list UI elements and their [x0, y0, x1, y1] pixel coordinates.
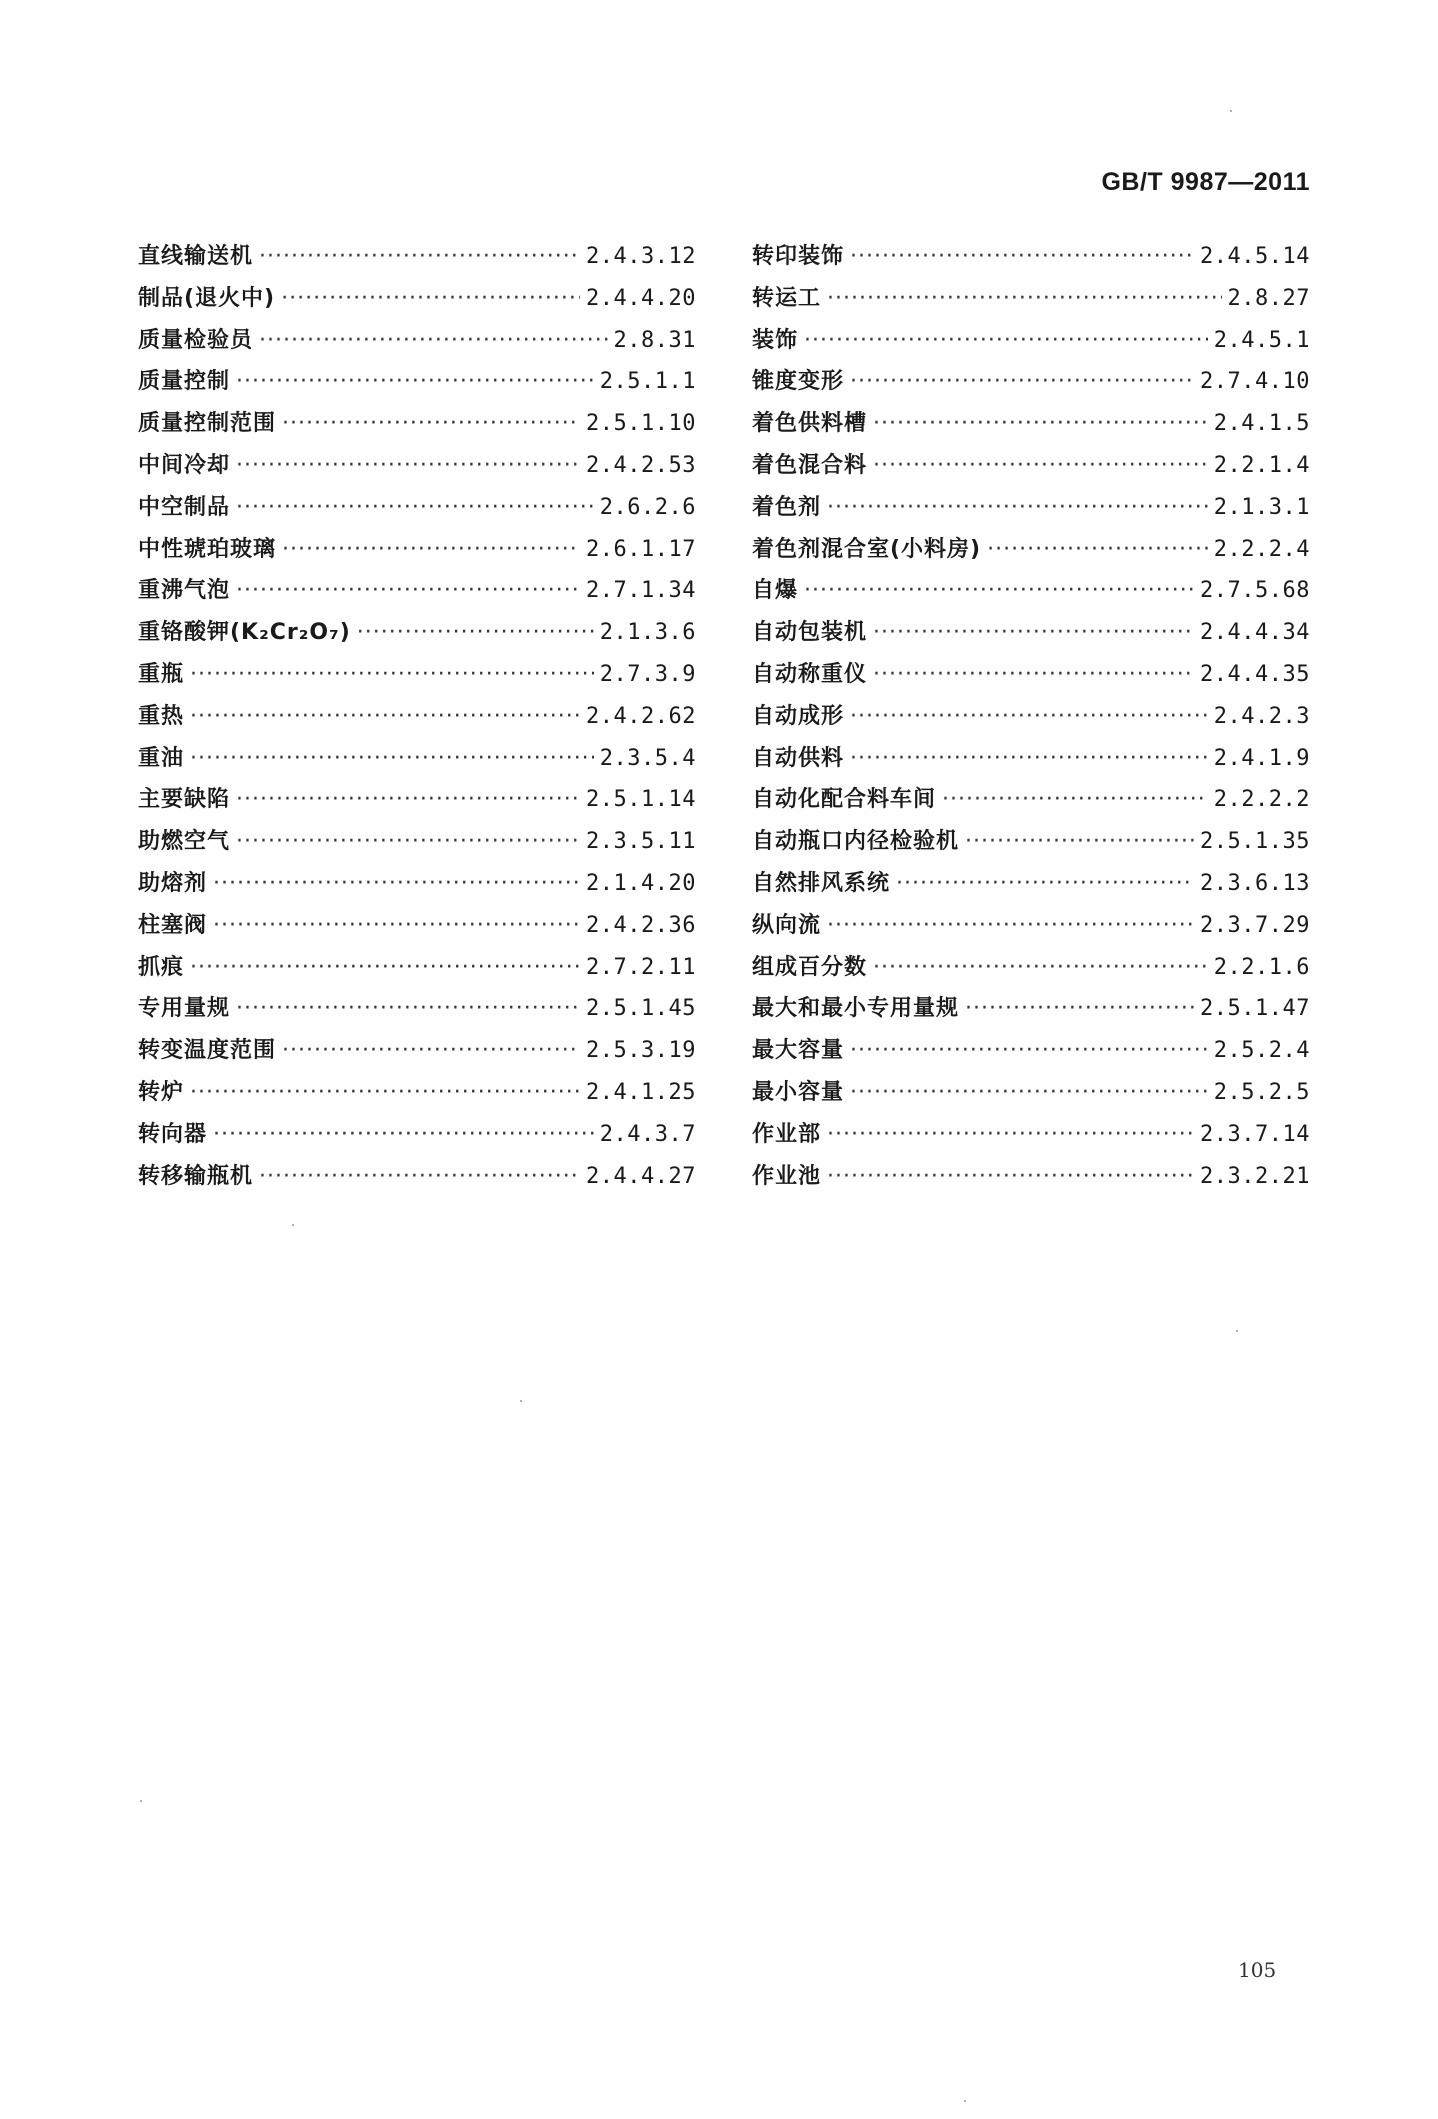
entry-ref: 2.2.1.4 — [1213, 452, 1310, 478]
entry-ref: 2.2.1.6 — [1213, 954, 1310, 980]
index-entry — [138, 1114, 696, 1156]
dot-leader — [965, 821, 1194, 863]
entry-term: 着色剂混合室(小料房) — [752, 536, 982, 562]
entry-term: 重油 — [138, 745, 185, 771]
index-entry — [138, 779, 696, 821]
entry-term: 作业部 — [752, 1121, 822, 1147]
entry-term: 自爆 — [752, 578, 799, 604]
scan-speck — [140, 1800, 142, 1802]
dot-leader — [236, 821, 580, 863]
entry-term: 着色混合料 — [752, 452, 868, 478]
scan-speck — [520, 1400, 522, 1402]
index-entry — [138, 1072, 696, 1114]
dot-leader — [987, 529, 1208, 571]
entry-term: 重铬酸钾(K₂Cr₂O₇) — [138, 620, 351, 646]
dot-leader — [827, 487, 1208, 529]
entry-term: 转印装饰 — [752, 244, 845, 269]
index-entry — [138, 654, 696, 696]
index-entry — [138, 738, 696, 780]
dot-leader — [281, 278, 580, 320]
dot-leader — [190, 947, 580, 989]
index-entry — [138, 821, 696, 863]
index-entry — [138, 236, 696, 278]
index-entry — [752, 529, 1310, 571]
index-entry — [138, 529, 696, 571]
dot-leader — [259, 236, 580, 278]
entry-ref: 2.4.5.1 — [1213, 327, 1310, 353]
dot-leader — [190, 738, 594, 780]
dot-leader — [827, 278, 1222, 320]
scan-speck — [1236, 1330, 1238, 1332]
index-entry — [138, 905, 696, 947]
dot-leader — [282, 403, 580, 445]
index-entry — [752, 696, 1310, 738]
entry-term: 转变温度范围 — [138, 1038, 277, 1064]
entry-term: 最小容量 — [752, 1079, 845, 1105]
entry-term: 制品(退火中) — [138, 285, 276, 311]
dot-leader — [827, 1114, 1194, 1156]
entry-term: 自动成形 — [752, 703, 845, 729]
entry-ref: 2.4.2.3 — [1213, 703, 1310, 729]
index-entry — [752, 445, 1310, 487]
dot-leader — [236, 988, 580, 1030]
entry-ref: 2.5.1.35 — [1200, 829, 1310, 855]
index-entry — [138, 487, 696, 529]
entry-ref: 2.4.2.36 — [586, 912, 696, 938]
page-number: 105 — [1238, 1958, 1277, 1982]
index-entry — [138, 1156, 696, 1198]
dot-leader — [236, 570, 580, 612]
dot-leader — [236, 779, 580, 821]
entry-ref: 2.3.7.14 — [1200, 1121, 1310, 1147]
entry-ref: 2.7.5.68 — [1200, 578, 1310, 604]
entry-ref: 2.7.1.34 — [586, 578, 696, 604]
index-entry — [752, 1156, 1310, 1198]
dot-leader — [942, 779, 1208, 821]
dot-leader — [259, 320, 608, 362]
index-column-right — [752, 236, 1310, 1197]
entry-ref: 2.3.2.21 — [1200, 1163, 1310, 1189]
entry-ref: 2.7.2.11 — [586, 954, 696, 980]
index-entry — [752, 738, 1310, 780]
entry-term: 自然排风系统 — [752, 870, 891, 896]
dot-leader — [850, 236, 1194, 278]
index-column-left — [138, 236, 696, 1197]
entry-ref: 2.5.1.14 — [586, 787, 696, 813]
entry-term: 助熔剂 — [138, 870, 208, 896]
index-entry — [752, 821, 1310, 863]
index-entry — [752, 1030, 1310, 1072]
index-entry — [138, 320, 696, 362]
dot-leader — [873, 654, 1194, 696]
dot-leader — [213, 905, 580, 947]
dot-leader — [873, 403, 1208, 445]
entry-ref: 2.6.1.17 — [586, 536, 696, 562]
dot-leader — [236, 487, 594, 529]
entry-ref: 2.4.4.20 — [586, 285, 696, 311]
index-entry — [752, 779, 1310, 821]
entry-ref: 2.1.3.1 — [1213, 494, 1310, 520]
entry-ref: 2.6.2.6 — [599, 494, 696, 520]
entry-term: 自动称重仪 — [752, 661, 868, 687]
dot-leader — [190, 654, 594, 696]
dot-leader — [850, 738, 1208, 780]
entry-term: 主要缺陷 — [138, 787, 231, 813]
dot-leader — [896, 863, 1194, 905]
dot-leader — [236, 361, 594, 403]
entry-term: 质量控制范围 — [138, 411, 277, 437]
standard-code: GB/T 9987—2011 — [1101, 168, 1310, 196]
dot-leader — [873, 445, 1208, 487]
entry-term: 转炉 — [138, 1079, 185, 1105]
entry-ref: 2.4.4.35 — [1200, 661, 1310, 687]
index-entry — [752, 1072, 1310, 1114]
index-entry — [138, 361, 696, 403]
index-entry — [138, 445, 696, 487]
entry-term: 转移输瓶机 — [138, 1163, 254, 1189]
index-entry — [138, 988, 696, 1030]
index-entry — [752, 863, 1310, 905]
entry-term: 最大和最小专用量规 — [752, 996, 960, 1022]
index-entry — [752, 487, 1310, 529]
entry-ref: 2.5.1.10 — [586, 411, 696, 437]
index-entry — [752, 320, 1310, 362]
dot-leader — [804, 570, 1194, 612]
entry-term: 质量检验员 — [138, 327, 254, 353]
entry-ref: 2.5.1.47 — [1200, 996, 1310, 1022]
index-entry — [138, 612, 696, 654]
entry-term: 转向器 — [138, 1121, 208, 1147]
dot-leader — [236, 445, 580, 487]
entry-ref: 2.1.3.6 — [599, 620, 696, 646]
entry-term: 重瓶 — [138, 661, 185, 687]
entry-ref: 2.4.2.53 — [586, 452, 696, 478]
entry-term: 质量控制 — [138, 369, 231, 395]
dot-leader — [213, 1114, 594, 1156]
dot-leader — [850, 361, 1194, 403]
entry-ref: 2.8.27 — [1227, 285, 1310, 311]
dot-leader — [827, 1156, 1194, 1198]
entry-term: 重沸气泡 — [138, 578, 231, 604]
entry-ref: 2.4.4.34 — [1200, 620, 1310, 646]
entry-ref: 2.5.1.1 — [599, 369, 696, 395]
entry-ref: 2.5.1.45 — [586, 996, 696, 1022]
index-entry — [752, 612, 1310, 654]
scan-speck — [964, 2100, 966, 2102]
index-entry — [752, 988, 1310, 1030]
index-entry — [752, 236, 1310, 278]
dot-leader — [190, 696, 580, 738]
dot-leader — [873, 947, 1208, 989]
index-entry — [752, 947, 1310, 989]
entry-term: 中空制品 — [138, 494, 231, 520]
entry-ref: 2.4.5.14 — [1200, 244, 1310, 269]
entry-term: 柱塞阀 — [138, 912, 208, 938]
dot-leader — [259, 1156, 580, 1198]
entry-ref: 2.5.2.4 — [1213, 1038, 1310, 1064]
entry-ref: 2.4.2.62 — [586, 703, 696, 729]
entry-ref: 2.2.2.4 — [1213, 536, 1310, 562]
dot-leader — [282, 1030, 580, 1072]
entry-ref: 2.1.4.20 — [586, 870, 696, 896]
entry-term: 助燃空气 — [138, 829, 231, 855]
scan-speck — [1230, 110, 1232, 112]
entry-term: 抓痕 — [138, 954, 185, 980]
index-entry — [752, 403, 1310, 445]
dot-leader — [850, 1072, 1208, 1114]
index-entry — [752, 905, 1310, 947]
dot-leader — [873, 612, 1194, 654]
entry-term: 装饰 — [752, 327, 799, 353]
index-entry — [752, 570, 1310, 612]
entry-ref: 2.5.3.19 — [586, 1038, 696, 1064]
entry-ref: 2.7.4.10 — [1200, 369, 1310, 395]
entry-term: 直线输送机 — [138, 244, 254, 269]
index-entry — [752, 278, 1310, 320]
index-entry — [138, 947, 696, 989]
entry-term: 中间冷却 — [138, 452, 231, 478]
index-entry — [138, 570, 696, 612]
entry-ref: 2.3.5.4 — [599, 745, 696, 771]
entry-ref: 2.2.2.2 — [1213, 787, 1310, 813]
index-entry — [138, 403, 696, 445]
entry-term: 着色供料槽 — [752, 411, 868, 437]
dot-leader — [827, 905, 1194, 947]
entry-term: 转运工 — [752, 285, 822, 311]
entry-ref: 2.3.6.13 — [1200, 870, 1310, 896]
dot-leader — [850, 1030, 1208, 1072]
index-entry — [752, 654, 1310, 696]
entry-term: 自动瓶口内径检验机 — [752, 829, 960, 855]
dot-leader — [282, 529, 580, 571]
entry-term: 作业池 — [752, 1163, 822, 1189]
entry-ref: 2.4.4.27 — [586, 1163, 696, 1189]
scan-speck — [292, 1224, 294, 1226]
entry-term: 专用量规 — [138, 996, 231, 1022]
dot-leader — [190, 1072, 580, 1114]
entry-ref: 2.5.2.5 — [1213, 1079, 1310, 1105]
dot-leader — [850, 696, 1208, 738]
entry-term: 自动供料 — [752, 745, 845, 771]
index-entry — [138, 278, 696, 320]
entry-term: 自动包装机 — [752, 620, 868, 646]
entry-ref: 2.4.1.9 — [1213, 745, 1310, 771]
index-entry — [138, 863, 696, 905]
entry-ref: 2.3.7.29 — [1200, 912, 1310, 938]
dot-leader — [804, 320, 1208, 362]
entry-ref: 2.4.3.7 — [599, 1121, 696, 1147]
entry-ref: 2.8.31 — [613, 327, 696, 353]
entry-term: 最大容量 — [752, 1038, 845, 1064]
entry-ref: 2.4.3.12 — [586, 244, 696, 269]
entry-term: 组成百分数 — [752, 954, 868, 980]
index-entry — [752, 361, 1310, 403]
entry-term: 重热 — [138, 703, 185, 729]
entry-ref: 2.3.5.11 — [586, 829, 696, 855]
dot-leader — [357, 612, 594, 654]
entry-term: 着色剂 — [752, 494, 822, 520]
dot-leader — [213, 863, 580, 905]
entry-term: 自动化配合料车间 — [752, 787, 937, 813]
entry-term: 中性琥珀玻璃 — [138, 536, 277, 562]
index-entry — [138, 696, 696, 738]
index-entry — [138, 1030, 696, 1072]
entry-ref: 2.4.1.25 — [586, 1079, 696, 1105]
index-entry — [752, 1114, 1310, 1156]
entry-term: 纵向流 — [752, 912, 822, 938]
entry-ref: 2.7.3.9 — [599, 661, 696, 687]
entry-term: 锥度变形 — [752, 369, 845, 395]
entry-ref: 2.4.1.5 — [1213, 411, 1310, 437]
dot-leader — [965, 988, 1194, 1030]
